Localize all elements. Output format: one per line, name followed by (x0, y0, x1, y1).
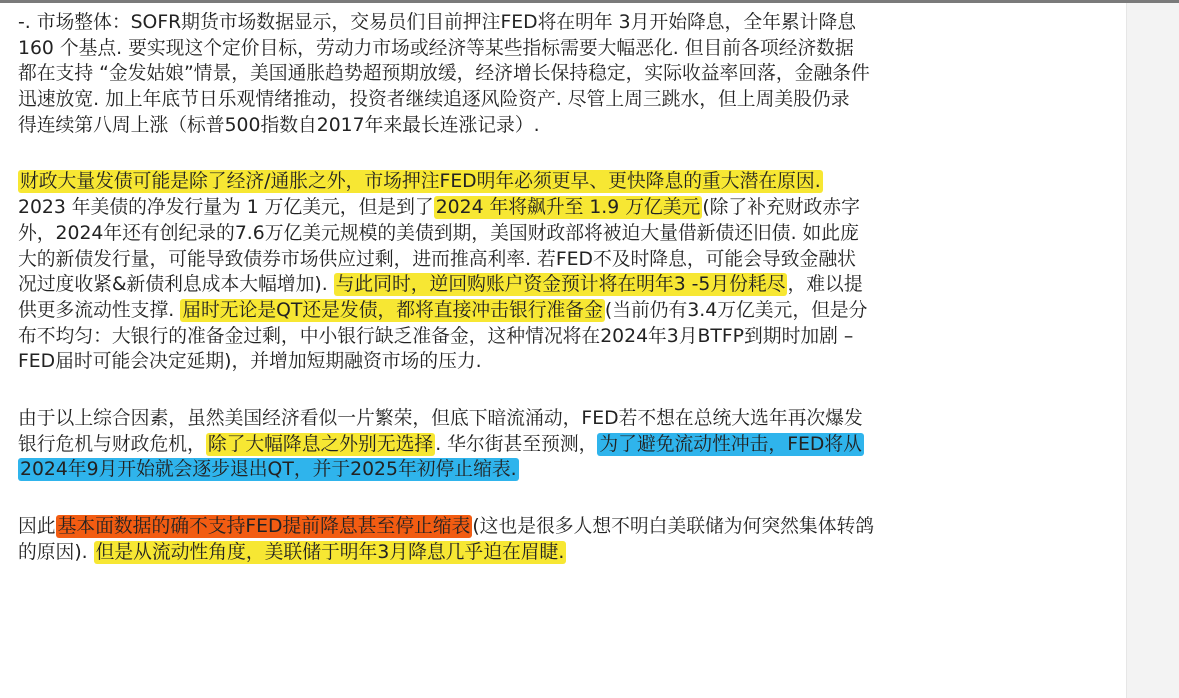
text-segment: ，难以提 (787, 274, 863, 296)
text-line (18, 195, 1118, 221)
text-segment: 都在支持 “金发姑娘”情景，美国通胀趋势超预期放缓，经济增长保持稳定，实际收益率回落，金融条件 (18, 63, 870, 85)
text-segment: 由于以上综合因素，虽然美国经济看似一片繁荣，但底下暗流涌动，FED若不想在总统大选年再次爆发 (18, 407, 863, 429)
text-line (18, 406, 1118, 432)
text-segment: 160 个基点. 要实现这个定价目标，劳动力市场或经济等某些指标需要大幅恶化. 但目前各项经济数据 (18, 37, 854, 59)
yellow-highlight: 2024 年将飙升至 1.9 万亿美元 (435, 197, 701, 219)
paragraph (18, 10, 1118, 138)
text-segment: 供更多流动性支撑. (18, 299, 181, 321)
text-segment: 银行危机与财政危机， (18, 433, 206, 455)
text-line (18, 36, 1118, 62)
text-line (18, 61, 1118, 87)
paragraph (18, 514, 1118, 565)
text-line (18, 247, 1118, 273)
text-line (18, 113, 1118, 139)
text-segment: (当前仍有3.4万亿美元，但是分 (604, 299, 868, 321)
text-line (18, 432, 1118, 458)
text-line (18, 540, 1118, 566)
text-segment: 外，2024年还有创纪录的7.6万亿美元规模的美债到期，美国财政部将被迫大量借新债还旧债. 如此庞 (18, 222, 859, 244)
text-segment: -. 市场整体：SOFR期货市场数据显示，交易员们目前押注FED将在明年 3月开始降息，全年累计降息 (18, 12, 857, 33)
document-body (18, 10, 1118, 596)
text-segment: 2023 年美债的净发行量为 1 万亿美元，但是到了 (18, 197, 434, 219)
yellow-highlight: 但是从流动性角度，美联储于明年3月降息几乎迫在眉睫. (95, 541, 565, 563)
text-line (18, 169, 1118, 195)
text-line (18, 349, 1118, 375)
side-panel (1126, 3, 1179, 698)
text-segment: (除了补充财政赤字 (702, 197, 860, 219)
text-segment: 得连续第八周上涨（标普500指数自2017年来最长连涨记录）. (18, 114, 540, 136)
text-segment: . 华尔街甚至预测， (435, 433, 598, 455)
text-line (18, 298, 1118, 324)
text-segment: 的原因). (18, 541, 94, 563)
yellow-highlight: 届时无论是QT还是发债，都将直接冲击银行准备金 (182, 299, 603, 321)
text-line (18, 514, 1118, 540)
yellow-highlight: 财政大量发债可能是除了经济/通胀之外，市场押注FED明年必须更早、更快降息的重大潜在原因. (20, 171, 821, 193)
text-line (18, 10, 1118, 36)
orange-highlight: 基本面数据的确不支持FED提前降息甚至停止缩表 (57, 516, 471, 537)
paragraph (18, 406, 1118, 483)
window-top-border (0, 0, 1179, 3)
paragraph (18, 169, 1118, 375)
text-segment: 因此 (18, 516, 56, 537)
text-segment: FED届时可能会决定延期)，并增加短期融资市场的压力. (18, 351, 482, 373)
text-segment: 迅速放宽. 加上年底节日乐观情绪推动，投资者继续追逐风险资产. 尽管上周三跳水，但上周美股仍录 (18, 89, 850, 111)
text-line (18, 87, 1118, 113)
text-line (18, 324, 1118, 350)
yellow-highlight: 与此同时，逆回购账户资金预计将在明年3 -5月份耗尽 (335, 274, 786, 296)
blue-highlight: 为了避免流动性冲击，FED将从 (599, 433, 862, 455)
text-segment: 况过度收紧&新债利息成本大幅增加). (18, 274, 334, 296)
text-segment: 大的新债发行量，可能导致债券市场供应过剩，进而推高利率. 若FED不及时降息，可能会导致金融状 (18, 248, 856, 270)
text-line (18, 457, 1118, 483)
yellow-highlight: 除了大幅降息之外别无选择 (207, 433, 434, 455)
text-line (18, 221, 1118, 247)
text-line (18, 272, 1118, 298)
blue-highlight: 2024年9月开始就会逐步退出QT，并于2025年初停止缩表. (20, 459, 517, 481)
text-segment: 布不均匀：大银行的准备金过剩，中小银行缺乏准备金，这种情况将在2024年3月BTFP到期时加剧 – (18, 325, 854, 347)
text-segment: (这也是很多人想不明白美联储为何突然集体转鸽 (472, 516, 875, 537)
